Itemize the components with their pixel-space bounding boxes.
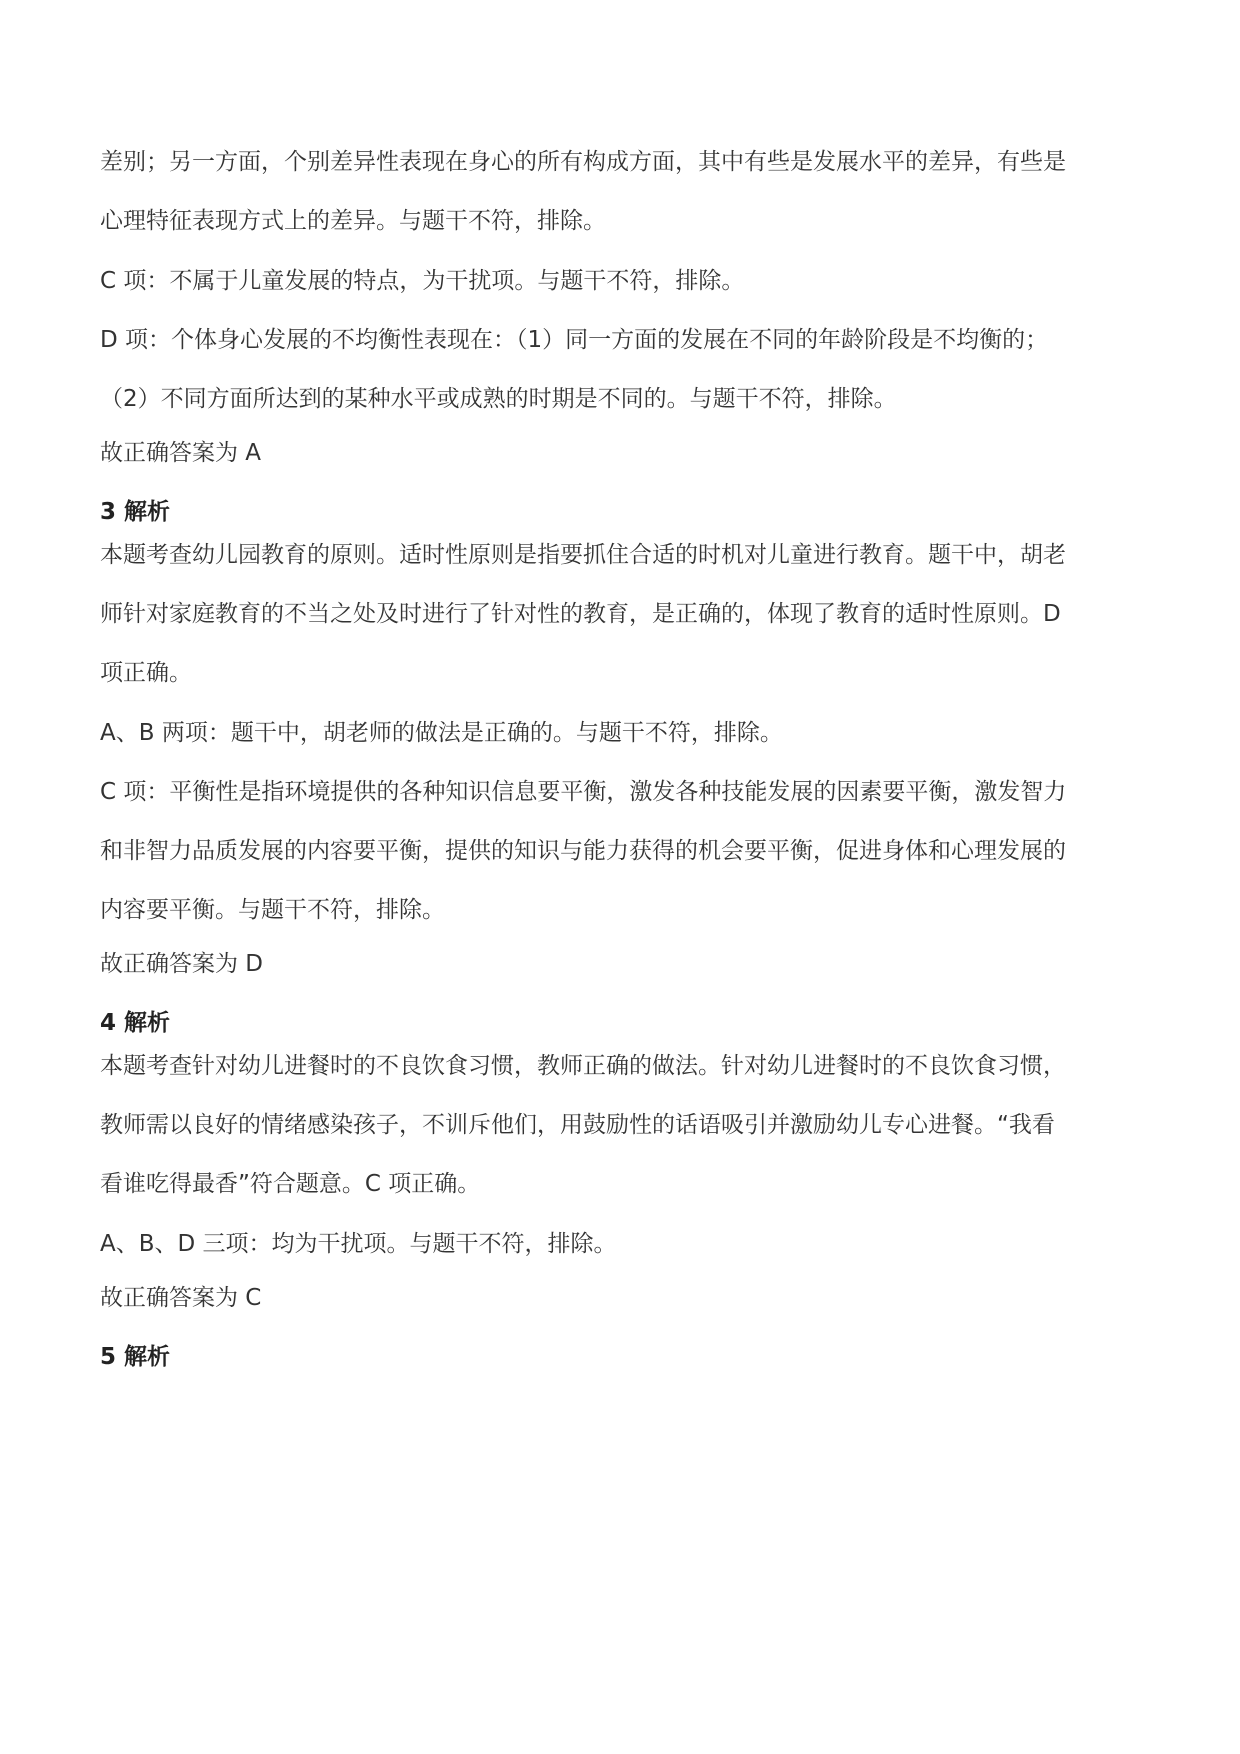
section-heading: 5 解析 (100, 1344, 171, 1370)
section-heading: 3 解析 (100, 499, 171, 525)
paragraph-line: D 项：个体身心发展的不均衡性表现在：（1）同一方面的发展在不同的年龄阶段是不均衡的； (100, 327, 1049, 353)
answer-line: 故正确答案为 D (100, 951, 264, 977)
section-heading: 4 解析 (100, 1010, 171, 1036)
paragraph-line: 看谁吃得最香”符合题意。C 项正确。 (100, 1171, 481, 1197)
paragraph-line: A、B 两项：题干中，胡老师的做法是正确的。与题干不符，排除。 (100, 720, 783, 746)
paragraph-line: 本题考查幼儿园教育的原则。适时性原则是指要抓住合适的时机对儿童进行教育。题干中，胡老 (100, 542, 1066, 568)
paragraph-line: A、B、D 三项：均为干扰项。与题干不符，排除。 (100, 1231, 617, 1257)
paragraph-line: 项正确。 (100, 660, 192, 686)
paragraph-line: 差别；另一方面，个别差异性表现在身心的所有构成方面，其中有些是发展水平的差异，有些是 (100, 149, 1066, 175)
paragraph-line: 内容要平衡。与题干不符，排除。 (100, 897, 445, 923)
paragraph-line: 本题考查针对幼儿进餐时的不良饮食习惯，教师正确的做法。针对幼儿进餐时的不良饮食习惯， (100, 1053, 1066, 1079)
answer-line: 故正确答案为 C (100, 1285, 262, 1311)
paragraph-line: 心理特征表现方式上的差异。与题干不符，排除。 (100, 208, 606, 234)
paragraph-line: （2）不同方面所达到的某种水平或成熟的时期是不同的。与题干不符，排除。 (100, 386, 897, 412)
paragraph-line: 教师需以良好的情绪感染孩子，不训斥他们，用鼓励性的话语吸引并激励幼儿专心进餐。“我看 (100, 1112, 1055, 1138)
paragraph-line: C 项：不属于儿童发展的特点，为干扰项。与题干不符，排除。 (100, 268, 745, 294)
paragraph-line: C 项：平衡性是指环境提供的各种知识信息要平衡，激发各种技能发展的因素要平衡，激发智力 (100, 779, 1067, 805)
answer-line: 故正确答案为 A (100, 440, 262, 466)
paragraph-line: 和非智力品质发展的内容要平衡，提供的知识与能力获得的机会要平衡，促进身体和心理发展的 (100, 838, 1066, 864)
paragraph-line: 师针对家庭教育的不当之处及时进行了针对性的教育，是正确的，体现了教育的适时性原则。D (100, 601, 1061, 627)
